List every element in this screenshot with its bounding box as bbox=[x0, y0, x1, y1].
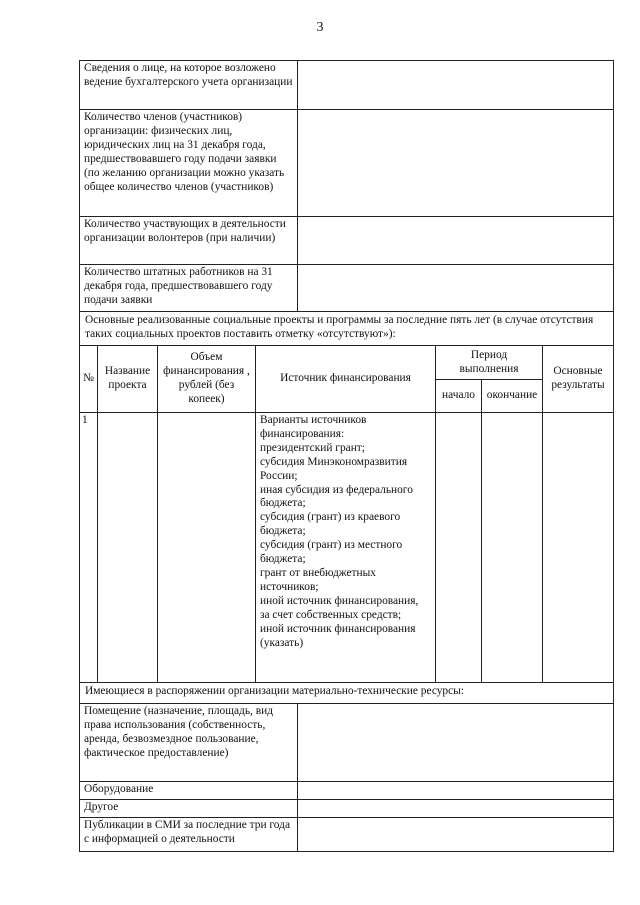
publications-value-cell[interactable] bbox=[298, 818, 614, 852]
info-value-cell[interactable] bbox=[298, 110, 614, 217]
publications-label: Публикации в СМИ за последние три года с информацией о деятельности bbox=[80, 818, 298, 852]
resource-row-equipment bbox=[80, 782, 614, 800]
info-label: Сведения о лице, на которое возложено ведение бухгалтерского учета организации bbox=[80, 61, 298, 110]
header-project-name: Название проекта bbox=[98, 346, 158, 413]
info-value-cell[interactable] bbox=[298, 217, 614, 265]
publications-row bbox=[80, 818, 614, 852]
projects-table bbox=[79, 311, 614, 683]
project-num: 1 bbox=[80, 413, 98, 683]
header-results: Основные результаты bbox=[543, 346, 614, 413]
source-line: субсидия (грант) из местного бюджета; bbox=[260, 539, 403, 566]
info-row-members bbox=[80, 110, 614, 217]
info-value-cell[interactable] bbox=[298, 265, 614, 312]
info-label: Количество штатных работников на 31 декабря года, предшествовавшего году подачи заявки bbox=[80, 265, 298, 312]
resource-label: Оборудование bbox=[80, 782, 298, 800]
header-funding-amount: Объем финансирования , рублей (без копеек) bbox=[158, 346, 256, 413]
project-source-cell[interactable] bbox=[256, 413, 436, 683]
project-start-cell[interactable] bbox=[436, 413, 482, 683]
source-line: иная субсидия из федерального бюджета; bbox=[260, 483, 413, 510]
info-value-cell[interactable] bbox=[298, 61, 614, 110]
project-name-cell[interactable] bbox=[98, 413, 158, 683]
resource-value-cell[interactable] bbox=[298, 800, 614, 818]
resources-table bbox=[79, 682, 614, 852]
resource-row-other bbox=[80, 800, 614, 818]
info-row-accountant bbox=[80, 61, 614, 110]
info-label: Количество участвующих в деятельности организации волонтеров (при наличии) bbox=[80, 217, 298, 265]
project-amount-cell[interactable] bbox=[158, 413, 256, 683]
header-funding-source: Источник финансирования bbox=[256, 346, 436, 413]
header-end: окончание bbox=[482, 380, 543, 413]
resource-label: Помещение (назначение, площадь, вид права использования (собственность, аренда, безвозмездное пользование, фактическое предоставление) bbox=[80, 704, 298, 782]
resources-heading: Имеющиеся в распоряжении организации материально-технические ресурсы: bbox=[80, 683, 614, 704]
resource-label: Другое bbox=[80, 800, 298, 818]
resource-value-cell[interactable] bbox=[298, 704, 614, 782]
info-row-staff bbox=[80, 265, 614, 312]
source-line: за счет собственных средств; bbox=[260, 608, 402, 621]
header-start: начало bbox=[436, 380, 482, 413]
page-number: 3 bbox=[316, 20, 324, 35]
application-form bbox=[79, 60, 613, 852]
source-line: субсидия (грант) из краевого бюджета; bbox=[260, 511, 401, 538]
project-end-cell[interactable] bbox=[482, 413, 543, 683]
resource-row-premises bbox=[80, 704, 614, 782]
organization-info-table bbox=[79, 60, 614, 312]
info-label: Количество членов (участников) организации: физических лиц, юридических лиц на 31 декабря года, предшествовавшего году подачи заявки (по желанию организации можно указать общее количество членов (участников) bbox=[80, 110, 298, 217]
source-line: иной источник финансирования, bbox=[260, 594, 419, 607]
header-period: Период выполнения bbox=[436, 346, 543, 380]
resource-value-cell[interactable] bbox=[298, 782, 614, 800]
project-results-cell[interactable] bbox=[543, 413, 614, 683]
source-line: грант от внебюджетных источников; bbox=[260, 566, 376, 593]
header-num: № bbox=[80, 346, 98, 413]
projects-heading: Основные реализованные социальные проекты и программы за последние пять лет (в случае отсутствия таких социальных проектов поставить отметку «отсутствуют»): bbox=[80, 312, 614, 346]
source-line: Варианты источников финансирования: bbox=[260, 414, 367, 440]
project-row bbox=[80, 413, 614, 683]
source-line: президентский грант; bbox=[260, 441, 365, 454]
source-line: иной источник финансирования (указать) bbox=[260, 622, 416, 649]
source-line: субсидия Минэкономразвития России; bbox=[260, 455, 408, 482]
info-row-volunteers bbox=[80, 217, 614, 265]
